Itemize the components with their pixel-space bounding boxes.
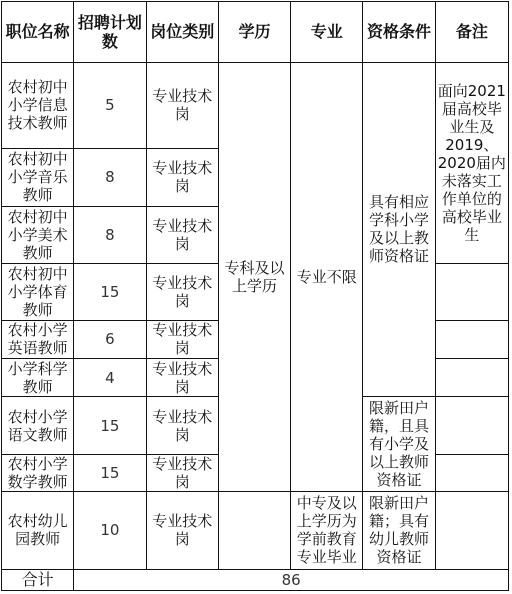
major-cell: 专业不限 (291, 62, 363, 492)
education-cell: 专科及以上学历 (218, 62, 290, 492)
qualification-cell: 具有相应学科小学及以上教师资格证 (363, 62, 435, 397)
qualification-cell: 限新田户籍；具有幼儿教师资格证 (363, 492, 435, 570)
education-cell-empty (218, 492, 290, 570)
category-cell: 专业技术岗 (146, 206, 218, 263)
position-cell: 农村初中小学音乐教师 (2, 149, 74, 206)
total-value: 86 (74, 569, 509, 590)
count-cell: 15 (74, 397, 146, 454)
header-category: 岗位类别 (146, 2, 218, 63)
table-row (2, 492, 509, 570)
position-cell: 农村初中小学信息技术教师 (2, 62, 74, 149)
recruitment-table (1, 1, 509, 591)
position-cell: 农村小学英语教师 (2, 320, 74, 358)
position-cell: 农村小学数学教师 (2, 454, 74, 491)
count-cell: 8 (74, 206, 146, 263)
table-row (2, 62, 509, 149)
remark-cell-empty (435, 320, 508, 358)
major-cell: 中专及以上学历为学前教育专业毕业 (291, 492, 363, 570)
count-cell: 15 (74, 264, 146, 320)
count-cell: 10 (74, 492, 146, 570)
remark-cell-empty (435, 492, 508, 570)
remark-cell-empty (435, 264, 508, 320)
header-qualification: 资格条件 (363, 2, 435, 63)
header-count: 招聘计划数 (74, 2, 146, 63)
total-label: 合计 (2, 569, 74, 590)
count-cell: 15 (74, 454, 146, 491)
position-cell: 农村幼儿园教师 (2, 492, 74, 570)
category-cell: 专业技术岗 (146, 454, 218, 491)
category-cell: 专业技术岗 (146, 264, 218, 320)
position-cell: 农村初中小学体育教师 (2, 264, 74, 320)
remark-cell-empty (435, 358, 508, 396)
header-major: 专业 (291, 2, 363, 63)
category-cell: 专业技术岗 (146, 492, 218, 570)
category-cell: 专业技术岗 (146, 62, 218, 149)
qualification-cell: 限新田户籍，且具有小学及以上教师资格证 (363, 397, 435, 492)
position-cell: 小学科学教师 (2, 358, 74, 396)
header-position: 职位名称 (2, 2, 74, 63)
category-cell: 专业技术岗 (146, 320, 218, 358)
header-education: 学历 (218, 2, 290, 63)
remark-cell-empty (435, 454, 508, 491)
header-row (2, 2, 509, 63)
category-cell: 专业技术岗 (146, 149, 218, 206)
count-cell: 6 (74, 320, 146, 358)
total-row (2, 569, 509, 590)
position-cell: 农村初中小学美术教师 (2, 206, 74, 263)
count-cell: 8 (74, 149, 146, 206)
count-cell: 4 (74, 358, 146, 396)
position-cell: 农村小学语文教师 (2, 397, 74, 454)
count-cell: 5 (74, 62, 146, 149)
category-cell: 专业技术岗 (146, 358, 218, 396)
remark-cell: 面向2021届高校毕业生及2019、2020届内未落实工作单位的高校毕业生 (435, 62, 508, 264)
category-cell: 专业技术岗 (146, 397, 218, 454)
remark-cell-empty (435, 397, 508, 454)
header-remarks: 备注 (435, 2, 508, 63)
